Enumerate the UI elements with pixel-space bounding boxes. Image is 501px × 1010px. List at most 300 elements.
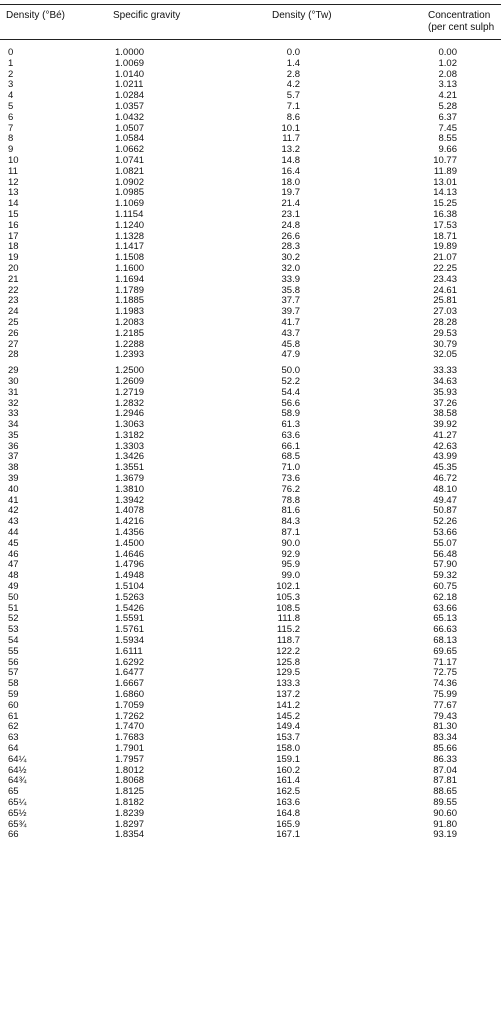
cell-twaddell: 56.6 bbox=[281, 397, 300, 409]
cell-twaddell: 158.0 bbox=[276, 743, 300, 754]
cell-concentration: 5.28 bbox=[438, 100, 457, 112]
cell-concentration: 71.17 bbox=[433, 656, 457, 668]
cell-specific-gravity: 1.1069 bbox=[115, 198, 145, 210]
cell-specific-gravity: 1.8239 bbox=[115, 807, 145, 819]
cell-baume: 4 bbox=[8, 90, 14, 102]
table-row bbox=[0, 340, 501, 351]
table-top-rule bbox=[0, 4, 501, 5]
cell-specific-gravity: 1.0284 bbox=[115, 90, 145, 102]
table-row bbox=[0, 275, 501, 286]
cell-twaddell: 35.8 bbox=[281, 284, 300, 296]
cell-baume: 27 bbox=[8, 338, 19, 350]
table-row bbox=[0, 145, 501, 156]
cell-specific-gravity: 1.1154 bbox=[115, 208, 144, 220]
cell-twaddell: 21.4 bbox=[281, 198, 300, 210]
table-row bbox=[0, 167, 501, 178]
cell-specific-gravity: 1.8297 bbox=[115, 818, 145, 830]
cell-twaddell: 115.2 bbox=[276, 624, 300, 636]
cell-specific-gravity: 1.2832 bbox=[115, 397, 145, 409]
cell-baume: 38 bbox=[8, 462, 19, 474]
table-row bbox=[0, 296, 501, 307]
cell-baume: 39 bbox=[8, 473, 19, 485]
cell-concentration: 18.71 bbox=[433, 230, 457, 242]
cell-baume: 17 bbox=[8, 230, 19, 242]
cell-specific-gravity: 1.0985 bbox=[115, 187, 145, 199]
cell-specific-gravity: 1.0902 bbox=[115, 176, 145, 188]
cell-twaddell: 63.6 bbox=[281, 429, 300, 441]
table-row bbox=[0, 318, 501, 329]
cell-specific-gravity: 1.1417 bbox=[115, 241, 145, 253]
cell-concentration: 55.07 bbox=[433, 537, 457, 549]
cell-baume: 0 bbox=[8, 47, 14, 58]
cell-twaddell: 66.1 bbox=[281, 440, 300, 452]
cell-specific-gravity: 1.3426 bbox=[115, 451, 145, 463]
cell-baume: 29 bbox=[8, 365, 19, 377]
cell-concentration: 24.61 bbox=[433, 284, 457, 296]
cell-specific-gravity: 1.5426 bbox=[115, 602, 145, 614]
cell-concentration: 62.18 bbox=[433, 591, 457, 603]
cell-baume: 61 bbox=[8, 710, 19, 722]
cell-baume: 43 bbox=[8, 516, 19, 528]
cell-concentration: 57.90 bbox=[433, 559, 457, 571]
cell-twaddell: 11.7 bbox=[282, 133, 300, 145]
cell-baume: 55 bbox=[8, 645, 19, 657]
cell-baume: 62 bbox=[8, 721, 19, 733]
cell-concentration: 63.66 bbox=[433, 602, 457, 614]
table-row bbox=[0, 124, 501, 135]
table-row bbox=[0, 539, 501, 550]
header-baume: Density (°Bé) bbox=[6, 10, 66, 21]
table-row bbox=[0, 636, 501, 647]
table-row bbox=[0, 722, 501, 733]
cell-concentration: 87.04 bbox=[433, 764, 457, 776]
table-row bbox=[0, 113, 501, 124]
cell-baume: 52 bbox=[8, 613, 19, 625]
header-concentration-line2: (per cent sulph bbox=[428, 22, 495, 33]
cell-specific-gravity: 1.0357 bbox=[115, 100, 145, 112]
cell-twaddell: 19.7 bbox=[281, 187, 300, 199]
cell-baume: 64¾ bbox=[8, 775, 27, 787]
cell-concentration: 48.10 bbox=[433, 483, 457, 495]
cell-twaddell: 7.1 bbox=[286, 100, 300, 112]
table-row bbox=[0, 625, 501, 636]
cell-specific-gravity: 1.7901 bbox=[115, 743, 145, 754]
cell-baume: 10 bbox=[8, 154, 19, 166]
cell-concentration: 77.67 bbox=[433, 699, 457, 711]
cell-concentration: 2.08 bbox=[438, 68, 457, 80]
cell-specific-gravity: 1.5591 bbox=[115, 613, 145, 625]
cell-twaddell: 164.8 bbox=[276, 807, 300, 819]
cell-specific-gravity: 1.3679 bbox=[115, 473, 145, 485]
cell-twaddell: 90.0 bbox=[281, 537, 300, 549]
cell-concentration: 33.33 bbox=[433, 365, 457, 377]
cell-baume: 23 bbox=[8, 295, 19, 307]
cell-specific-gravity: 1.8182 bbox=[115, 796, 145, 808]
table-row bbox=[0, 350, 501, 361]
cell-concentration: 9.66 bbox=[438, 144, 457, 156]
table-row bbox=[0, 134, 501, 145]
cell-twaddell: 24.8 bbox=[281, 219, 300, 231]
cell-baume: 48 bbox=[8, 570, 19, 582]
cell-twaddell: 76.2 bbox=[281, 483, 300, 495]
cell-specific-gravity: 1.6667 bbox=[115, 678, 145, 690]
cell-concentration: 6.37 bbox=[438, 111, 457, 123]
table-row bbox=[0, 91, 501, 102]
cell-concentration: 46.72 bbox=[433, 473, 457, 485]
cell-twaddell: 10.1 bbox=[281, 122, 300, 134]
cell-twaddell: 13.2 bbox=[281, 144, 300, 156]
cell-specific-gravity: 1.4500 bbox=[115, 537, 145, 549]
cell-twaddell: 47.9 bbox=[281, 349, 300, 361]
cell-concentration: 25.81 bbox=[433, 295, 457, 307]
table-row bbox=[0, 232, 501, 243]
cell-baume: 3 bbox=[8, 79, 14, 91]
table-row bbox=[0, 798, 501, 809]
table-row bbox=[0, 690, 501, 701]
table-row bbox=[0, 776, 501, 787]
cell-concentration: 50.87 bbox=[433, 505, 457, 517]
cell-twaddell: 4.2 bbox=[286, 79, 300, 91]
cell-baume: 57 bbox=[8, 667, 19, 679]
cell-concentration: 60.75 bbox=[433, 581, 457, 593]
cell-baume: 56 bbox=[8, 656, 19, 668]
table-row bbox=[0, 442, 501, 453]
table-row bbox=[0, 496, 501, 507]
cell-twaddell: 43.7 bbox=[281, 327, 300, 339]
cell-concentration: 86.33 bbox=[433, 753, 457, 765]
cell-twaddell: 71.0 bbox=[281, 462, 300, 474]
cell-baume: 34 bbox=[8, 419, 19, 431]
table-row bbox=[0, 80, 501, 91]
cell-twaddell: 165.9 bbox=[276, 818, 300, 830]
cell-baume: 46 bbox=[8, 548, 19, 560]
cell-concentration: 42.63 bbox=[433, 440, 457, 452]
cell-baume: 64½ bbox=[8, 764, 27, 776]
cell-specific-gravity: 1.7262 bbox=[115, 710, 145, 722]
cell-concentration: 30.79 bbox=[433, 338, 457, 350]
cell-baume: 40 bbox=[8, 483, 19, 495]
cell-baume: 58 bbox=[8, 678, 19, 690]
table-row bbox=[0, 329, 501, 340]
cell-specific-gravity: 1.1694 bbox=[115, 273, 145, 285]
table-row bbox=[0, 70, 501, 81]
cell-baume: 64 bbox=[8, 743, 19, 754]
cell-specific-gravity: 1.8354 bbox=[115, 829, 145, 841]
table-row bbox=[0, 188, 501, 199]
cell-twaddell: 99.0 bbox=[281, 570, 300, 582]
table-row bbox=[0, 474, 501, 485]
cell-concentration: 13.01 bbox=[433, 176, 457, 188]
table-row bbox=[0, 221, 501, 232]
header-concentration-line1: Concentration bbox=[428, 10, 491, 21]
table-row bbox=[0, 582, 501, 593]
cell-specific-gravity: 1.0662 bbox=[115, 144, 145, 156]
cell-twaddell: 149.4 bbox=[276, 721, 300, 733]
cell-concentration: 49.47 bbox=[433, 494, 457, 506]
cell-twaddell: 28.3 bbox=[281, 241, 300, 253]
cell-concentration: 32.05 bbox=[433, 349, 457, 361]
table-row bbox=[0, 242, 501, 253]
cell-specific-gravity: 1.6292 bbox=[115, 656, 145, 668]
cell-specific-gravity: 1.4948 bbox=[115, 570, 145, 582]
table-row bbox=[0, 307, 501, 318]
cell-concentration: 43.99 bbox=[433, 451, 457, 463]
cell-baume: 11 bbox=[8, 165, 18, 177]
cell-twaddell: 5.7 bbox=[286, 90, 300, 102]
table-row bbox=[0, 452, 501, 463]
cell-concentration: 68.13 bbox=[433, 635, 457, 647]
cell-specific-gravity: 1.0821 bbox=[115, 165, 145, 177]
header-concentration bbox=[428, 10, 494, 34]
cell-specific-gravity: 1.2185 bbox=[115, 327, 145, 339]
cell-twaddell: 161.4 bbox=[276, 775, 300, 787]
cell-twaddell: 122.2 bbox=[276, 645, 300, 657]
cell-baume: 50 bbox=[8, 591, 19, 603]
cell-concentration: 4.21 bbox=[438, 90, 457, 102]
table-row bbox=[0, 286, 501, 297]
cell-twaddell: 102.1 bbox=[276, 581, 300, 593]
cell-twaddell: 39.7 bbox=[281, 306, 300, 318]
cell-baume: 65¼ bbox=[8, 796, 27, 808]
cell-baume: 59 bbox=[8, 689, 19, 701]
table-row bbox=[0, 517, 501, 528]
cell-concentration: 52.26 bbox=[433, 516, 457, 528]
table-body bbox=[0, 48, 501, 841]
cell-concentration: 39.92 bbox=[433, 419, 457, 431]
table-row bbox=[0, 766, 501, 777]
cell-baume: 47 bbox=[8, 559, 19, 571]
table-row bbox=[0, 712, 501, 723]
cell-twaddell: 153.7 bbox=[276, 732, 300, 744]
cell-concentration: 53.66 bbox=[433, 527, 457, 539]
cell-specific-gravity: 1.3551 bbox=[115, 462, 145, 474]
cell-baume: 60 bbox=[8, 699, 19, 711]
cell-concentration: 14.13 bbox=[433, 187, 457, 199]
cell-specific-gravity: 1.7470 bbox=[115, 721, 145, 733]
cell-specific-gravity: 1.0741 bbox=[115, 154, 145, 166]
cell-baume: 20 bbox=[8, 262, 19, 274]
cell-specific-gravity: 1.7059 bbox=[115, 699, 145, 711]
cell-baume: 16 bbox=[8, 219, 19, 231]
cell-specific-gravity: 1.0000 bbox=[115, 47, 145, 58]
cell-twaddell: 45.8 bbox=[281, 338, 300, 350]
cell-baume: 19 bbox=[8, 252, 19, 264]
cell-specific-gravity: 1.1508 bbox=[115, 252, 145, 264]
cell-specific-gravity: 1.6111 bbox=[115, 645, 143, 657]
cell-twaddell: 160.2 bbox=[276, 764, 300, 776]
cell-concentration: 91.80 bbox=[433, 818, 457, 830]
cell-twaddell: 16.4 bbox=[281, 165, 300, 177]
cell-specific-gravity: 1.1885 bbox=[115, 295, 145, 307]
cell-baume: 28 bbox=[8, 349, 19, 361]
cell-twaddell: 162.5 bbox=[276, 786, 300, 798]
table-row bbox=[0, 647, 501, 658]
cell-specific-gravity: 1.3303 bbox=[115, 440, 145, 452]
cell-baume: 5 bbox=[8, 100, 14, 112]
cell-twaddell: 18.0 bbox=[281, 176, 300, 188]
cell-twaddell: 81.6 bbox=[281, 505, 300, 517]
cell-baume: 35 bbox=[8, 429, 19, 441]
cell-specific-gravity: 1.2288 bbox=[115, 338, 145, 350]
cell-twaddell: 145.2 bbox=[276, 710, 300, 722]
table-row bbox=[0, 809, 501, 820]
table-row bbox=[0, 463, 501, 474]
cell-baume: 65¾ bbox=[8, 818, 27, 830]
table-row bbox=[0, 820, 501, 831]
cell-specific-gravity: 1.4796 bbox=[115, 559, 145, 571]
cell-baume: 49 bbox=[8, 581, 19, 593]
cell-baume: 13 bbox=[8, 187, 19, 199]
cell-concentration: 3.13 bbox=[438, 79, 457, 91]
cell-twaddell: 92.9 bbox=[281, 548, 300, 560]
cell-twaddell: 95.9 bbox=[281, 559, 300, 571]
cell-baume: 32 bbox=[8, 397, 19, 409]
cell-specific-gravity: 1.3063 bbox=[115, 419, 145, 431]
cell-baume: 37 bbox=[8, 451, 19, 463]
cell-specific-gravity: 1.5761 bbox=[115, 624, 145, 636]
cell-specific-gravity: 1.2609 bbox=[115, 375, 145, 387]
cell-twaddell: 23.1 bbox=[281, 208, 300, 220]
cell-concentration: 87.81 bbox=[433, 775, 457, 787]
cell-twaddell: 37.7 bbox=[281, 295, 300, 307]
table-row bbox=[0, 528, 501, 539]
cell-specific-gravity: 1.0211 bbox=[115, 79, 144, 91]
cell-concentration: 35.93 bbox=[433, 386, 457, 398]
cell-baume: 54 bbox=[8, 635, 19, 647]
cell-twaddell: 61.3 bbox=[281, 419, 300, 431]
cell-baume: 6 bbox=[8, 111, 14, 123]
cell-concentration: 89.55 bbox=[433, 796, 457, 808]
cell-specific-gravity: 1.4216 bbox=[115, 516, 145, 528]
cell-concentration: 15.25 bbox=[433, 198, 457, 210]
cell-baume: 33 bbox=[8, 408, 19, 420]
table-row bbox=[0, 658, 501, 669]
cell-concentration: 93.19 bbox=[433, 829, 457, 841]
table-row bbox=[0, 156, 501, 167]
cell-specific-gravity: 1.5934 bbox=[115, 635, 145, 647]
cell-baume: 42 bbox=[8, 505, 19, 517]
table-row bbox=[0, 210, 501, 221]
table-row bbox=[0, 604, 501, 615]
table-row bbox=[0, 668, 501, 679]
cell-concentration: 27.03 bbox=[433, 306, 457, 318]
cell-specific-gravity: 1.5104 bbox=[115, 581, 145, 593]
cell-twaddell: 32.0 bbox=[281, 262, 300, 274]
table-row bbox=[0, 420, 501, 431]
cell-baume: 65½ bbox=[8, 807, 27, 819]
cell-twaddell: 73.6 bbox=[281, 473, 300, 485]
cell-twaddell: 159.1 bbox=[276, 753, 300, 765]
cell-concentration: 23.43 bbox=[433, 273, 457, 285]
cell-specific-gravity: 1.0507 bbox=[115, 122, 145, 134]
cell-concentration: 56.48 bbox=[433, 548, 457, 560]
cell-concentration: 41.27 bbox=[433, 429, 457, 441]
cell-baume: 45 bbox=[8, 537, 19, 549]
table-row bbox=[0, 787, 501, 798]
cell-baume: 51 bbox=[8, 602, 19, 614]
cell-specific-gravity: 1.8012 bbox=[115, 764, 145, 776]
cell-concentration: 28.28 bbox=[433, 316, 457, 328]
cell-baume: 53 bbox=[8, 624, 19, 636]
cell-twaddell: 163.6 bbox=[276, 796, 300, 808]
cell-specific-gravity: 1.2500 bbox=[115, 365, 145, 377]
cell-twaddell: 0.0 bbox=[286, 47, 300, 58]
cell-specific-gravity: 1.1328 bbox=[115, 230, 145, 242]
cell-twaddell: 52.2 bbox=[281, 375, 300, 387]
cell-concentration: 65.13 bbox=[433, 613, 457, 625]
cell-twaddell: 1.4 bbox=[286, 57, 300, 69]
cell-twaddell: 41.7 bbox=[281, 316, 300, 328]
cell-concentration: 16.38 bbox=[433, 208, 457, 220]
cell-concentration: 29.53 bbox=[433, 327, 457, 339]
cell-twaddell: 87.1 bbox=[281, 527, 300, 539]
cell-baume: 41 bbox=[8, 494, 19, 506]
cell-twaddell: 133.3 bbox=[276, 678, 300, 690]
cell-concentration: 1.02 bbox=[438, 57, 457, 69]
cell-concentration: 8.55 bbox=[438, 133, 457, 145]
cell-baume: 22 bbox=[8, 284, 19, 296]
cell-baume: 30 bbox=[8, 375, 19, 387]
cell-concentration: 37.26 bbox=[433, 397, 457, 409]
cell-specific-gravity: 1.6860 bbox=[115, 689, 145, 701]
cell-concentration: 45.35 bbox=[433, 462, 457, 474]
cell-twaddell: 54.4 bbox=[281, 386, 300, 398]
cell-twaddell: 2.8 bbox=[286, 68, 300, 80]
cell-baume: 12 bbox=[8, 176, 19, 188]
table-row bbox=[0, 366, 501, 377]
cell-twaddell: 14.8 bbox=[281, 154, 300, 166]
cell-specific-gravity: 1.4356 bbox=[115, 527, 145, 539]
cell-concentration: 34.63 bbox=[433, 375, 457, 387]
table-row bbox=[0, 733, 501, 744]
cell-concentration: 72.75 bbox=[433, 667, 457, 679]
cell-specific-gravity: 1.6477 bbox=[115, 667, 145, 679]
cell-concentration: 17.53 bbox=[433, 219, 457, 231]
cell-concentration: 74.36 bbox=[433, 678, 457, 690]
header-twaddell: Density (°Tw) bbox=[272, 10, 332, 21]
cell-baume: 66 bbox=[8, 829, 19, 841]
cell-baume: 63 bbox=[8, 732, 19, 744]
cell-baume: 14 bbox=[8, 198, 19, 210]
table-row bbox=[0, 102, 501, 113]
cell-baume: 44 bbox=[8, 527, 19, 539]
cell-baume: 7 bbox=[8, 122, 14, 134]
table-row bbox=[0, 614, 501, 625]
cell-twaddell: 137.2 bbox=[276, 689, 300, 701]
cell-concentration: 69.65 bbox=[433, 645, 457, 657]
cell-concentration: 83.34 bbox=[433, 732, 457, 744]
cell-twaddell: 26.6 bbox=[281, 230, 300, 242]
table-row bbox=[0, 571, 501, 582]
cell-concentration: 0.00 bbox=[438, 47, 457, 58]
cell-specific-gravity: 1.0140 bbox=[115, 68, 145, 80]
cell-specific-gravity: 1.4078 bbox=[115, 505, 145, 517]
cell-specific-gravity: 1.1600 bbox=[115, 262, 145, 274]
cell-baume: 9 bbox=[8, 144, 14, 156]
cell-twaddell: 105.3 bbox=[276, 591, 300, 603]
table-row bbox=[0, 48, 501, 59]
cell-concentration: 75.99 bbox=[433, 689, 457, 701]
cell-specific-gravity: 1.3942 bbox=[115, 494, 145, 506]
table-row bbox=[0, 830, 501, 841]
cell-twaddell: 30.2 bbox=[281, 252, 300, 264]
cell-baume: 18 bbox=[8, 241, 19, 253]
cell-twaddell: 8.6 bbox=[286, 111, 300, 123]
cell-baume: 36 bbox=[8, 440, 19, 452]
cell-specific-gravity: 1.2946 bbox=[115, 408, 145, 420]
cell-concentration: 81.30 bbox=[433, 721, 457, 733]
table-row bbox=[0, 679, 501, 690]
